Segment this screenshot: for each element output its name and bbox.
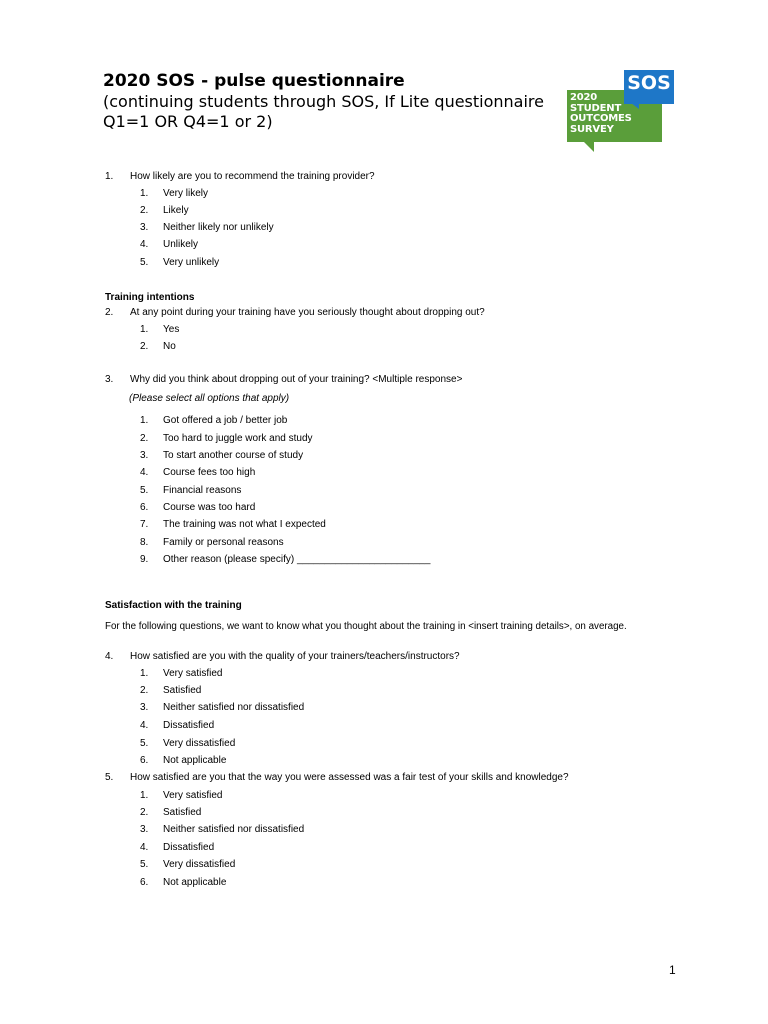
- option-label: Dissatisfied: [163, 720, 215, 731]
- option-number: 6.: [140, 502, 149, 513]
- option-label: Neither satisfied nor dissatisfied: [163, 824, 305, 835]
- option-number: 4.: [140, 720, 149, 731]
- option-label: Course was too hard: [163, 502, 256, 513]
- option-label: Likely: [163, 205, 189, 216]
- option-number: 2.: [140, 341, 149, 352]
- option-number: 2.: [140, 433, 149, 444]
- option-number: 4.: [140, 467, 149, 478]
- question-number: 5.: [105, 772, 114, 783]
- option-number: 5.: [140, 257, 149, 268]
- option-number: 2.: [140, 685, 149, 696]
- logo-sos-text: SOS: [627, 72, 671, 94]
- option-label: Satisfied: [163, 685, 202, 696]
- option-number: 5.: [140, 738, 149, 749]
- option-number: 9.: [140, 554, 149, 565]
- logo-line-1: 2020: [570, 92, 598, 103]
- question-text: How satisfied are you with the quality of your trainers/teachers/instructors?: [130, 651, 460, 662]
- option-number: 4.: [140, 842, 149, 853]
- page-number: 1: [669, 963, 676, 977]
- option-label: Dissatisfied: [163, 842, 215, 853]
- document-subtitle: (continuing students through SOS, If Lite questionnaire Q1=1 OR Q4=1 or 2): [103, 92, 544, 131]
- option-label: No: [163, 341, 176, 352]
- option-label: Not applicable: [163, 755, 227, 766]
- question-instruction: (Please select all options that apply): [129, 393, 290, 404]
- option-number: 3.: [140, 450, 149, 461]
- question-text: At any point during your training have you seriously thought about dropping out?: [130, 307, 485, 318]
- option-label: Satisfied: [163, 807, 202, 818]
- section-heading-satisfaction: Satisfaction with the training: [105, 600, 242, 611]
- question-text: How likely are you to recommend the training provider?: [130, 171, 375, 182]
- option-number: 1.: [140, 324, 149, 335]
- option-number: 7.: [140, 519, 149, 530]
- option-label: Other reason (please specify) ________________________: [163, 554, 431, 565]
- option-number: 5.: [140, 485, 149, 496]
- question-number: 1.: [105, 171, 114, 182]
- option-label: Very unlikely: [163, 257, 220, 268]
- option-label: Unlikely: [163, 239, 199, 250]
- option-label: Too hard to juggle work and study: [163, 433, 313, 444]
- option-number: 6.: [140, 755, 149, 766]
- option-number: 6.: [140, 877, 149, 888]
- option-number: 2.: [140, 807, 149, 818]
- option-label: Financial reasons: [163, 485, 242, 496]
- option-label: Very dissatisfied: [163, 859, 236, 870]
- question-text: Why did you think about dropping out of your training? <Multiple response>: [130, 374, 463, 385]
- logo-line-2: STUDENT: [570, 102, 622, 114]
- logo-caption: [570, 93, 632, 135]
- option-label: The training was not what I expected: [163, 519, 326, 530]
- option-label: Very satisfied: [163, 790, 223, 801]
- question-text: How satisfied are you that the way you were assessed was a fair test of your skills and knowledge?: [130, 772, 569, 783]
- option-number: 2.: [140, 205, 149, 216]
- question-number: 3.: [105, 374, 114, 385]
- option-label: Course fees too high: [163, 467, 256, 478]
- option-number: 1.: [140, 188, 149, 199]
- option-number: 3.: [140, 702, 149, 713]
- section-heading-training-intentions: Training intentions: [105, 292, 195, 303]
- logo-line-3: OUTCOMES: [570, 113, 632, 124]
- sos-logo: [567, 70, 677, 154]
- option-label: Not applicable: [163, 877, 227, 888]
- option-label: Got offered a job / better job: [163, 415, 288, 426]
- option-label: Very dissatisfied: [163, 738, 236, 749]
- option-label: Family or personal reasons: [163, 537, 284, 548]
- option-number: 3.: [140, 824, 149, 835]
- option-label: Neither satisfied nor dissatisfied: [163, 702, 305, 713]
- option-label: Neither likely nor unlikely: [163, 222, 274, 233]
- option-label: Very satisfied: [163, 668, 223, 679]
- logo-green-tail: [584, 142, 594, 152]
- option-label: Very likely: [163, 188, 209, 199]
- option-number: 1.: [140, 668, 149, 679]
- section-intro: For the following questions, we want to know what you thought about the training in <insert training details>, on average.: [105, 621, 627, 632]
- option-label: To start another course of study: [163, 450, 304, 461]
- logo-line-4: SURVEY: [570, 123, 614, 135]
- question-number: 4.: [105, 651, 114, 662]
- document-title: 2020 SOS - pulse questionnaire: [103, 71, 405, 91]
- option-number: 1.: [140, 790, 149, 801]
- option-number: 5.: [140, 859, 149, 870]
- option-number: 3.: [140, 222, 149, 233]
- option-label: Yes: [163, 324, 180, 335]
- option-number: 1.: [140, 415, 149, 426]
- question-number: 2.: [105, 307, 114, 318]
- logo-blue-tail: [631, 103, 639, 109]
- option-number: 8.: [140, 537, 149, 548]
- option-number: 4.: [140, 239, 149, 250]
